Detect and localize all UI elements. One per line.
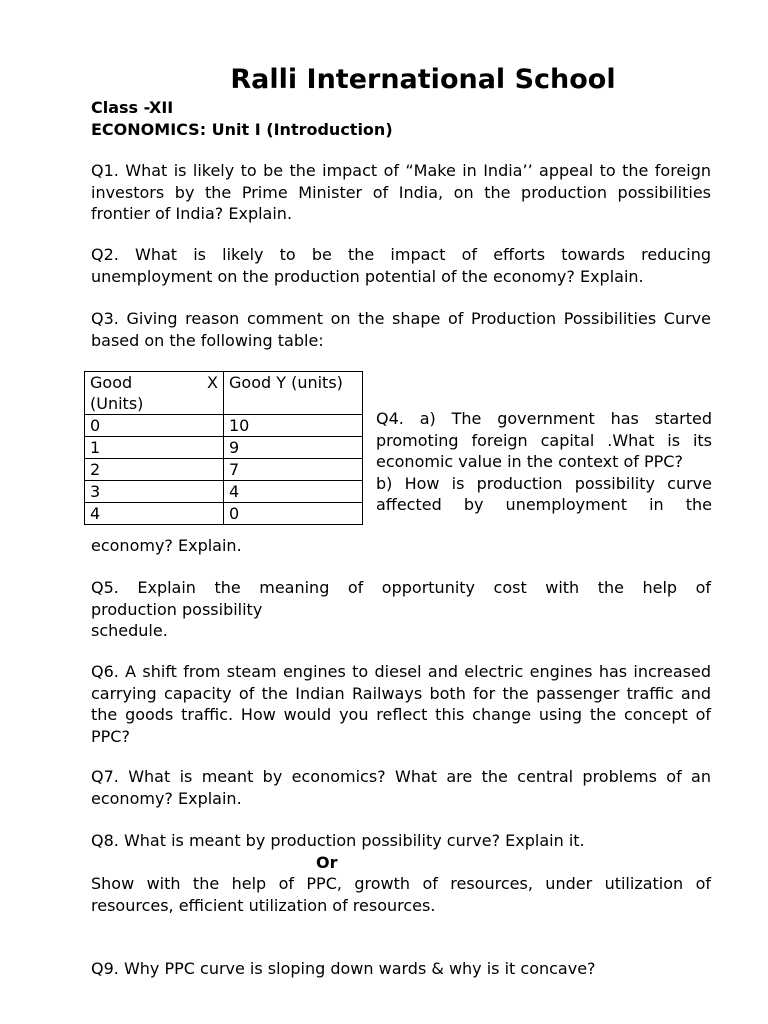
question-9: Q9. Why PPC curve is sloping down wards & why is it concave? xyxy=(91,959,596,978)
header-good-y: Good Y (units) xyxy=(224,372,363,415)
header-good-x: Good X (Units) xyxy=(85,372,224,415)
table-row: 4 0 xyxy=(85,503,363,525)
question-8-alternative: Show with the help of PPC, growth of resources, under utilization of resources, efficient utilization of resources. xyxy=(91,874,711,915)
question-4b: b) How is production possibility curve affected by unemployment in the xyxy=(376,473,712,514)
subject-line: ECONOMICS: Unit I (Introduction) xyxy=(91,119,393,139)
class-line: Class -XII xyxy=(91,98,174,117)
or-separator: Or xyxy=(316,853,338,872)
table-row: 2 7 xyxy=(85,459,363,481)
table-header-row xyxy=(85,372,363,415)
question-4b-end: economy? Explain. xyxy=(91,536,242,555)
ppc-schedule-table xyxy=(84,371,363,525)
table-row: 1 9 xyxy=(85,437,363,459)
question-4 xyxy=(376,408,712,516)
school-title: Ralli International School xyxy=(230,64,616,95)
table-row: 3 4 xyxy=(85,481,363,503)
question-6: Q6. A shift from steam engines to diesel and electric engines has increased carrying capacity of the Indian Railways both for the passenger traffic and the goods traffic. How would you reflect this change using the concept of PPC? xyxy=(91,662,711,746)
question-7: Q7. What is meant by economics? What are the central problems of an economy? Explain. xyxy=(91,767,711,808)
question-3: Q3. Giving reason comment on the shape of Production Possibilities Curve based on the following table: xyxy=(91,309,711,350)
question-2: Q2. What is likely to be the impact of efforts towards reducing unemployment on the production potential of the economy? Explain. xyxy=(91,245,711,286)
question-4a: Q4. a) The government has started promoting foreign capital .What is its economic value in the context of PPC? xyxy=(376,409,712,471)
question-8: Q8. What is meant by production possibility curve? Explain it. xyxy=(91,831,585,850)
question-1: Q1. What is likely to be the impact of “Make in India’’ appeal to the foreign investors by the Prime Minister of India, on the production possibilities frontier of India? Explain. xyxy=(91,161,711,223)
table-row: 0 10 xyxy=(85,415,363,437)
question-5: Q5. Explain the meaning of opportunity cost with the help of production possibility schedule. xyxy=(91,578,711,640)
header-block xyxy=(91,97,711,140)
